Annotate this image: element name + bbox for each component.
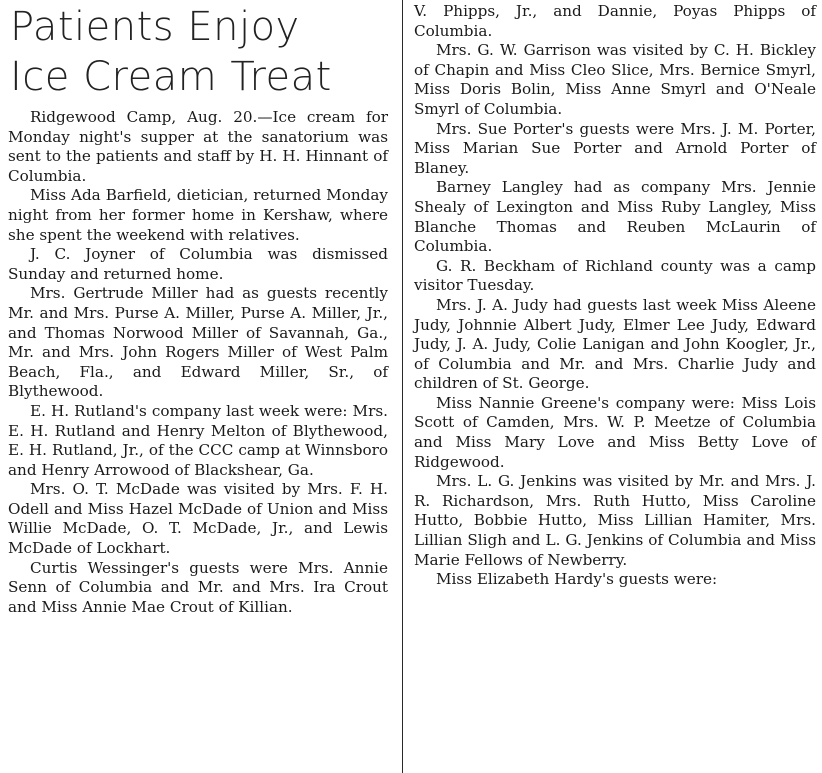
article-paragraph: Mrs. J. A. Judy had guests last week Miss Aleene Judy, Johnnie Albert Judy, Elmer Lee Judy, Edward Judy, J. A. Judy, Colie Lanigan and John Koogler, Jr., of Columbia and Mr. and Mrs. Charlie Judy and children of St. George. xyxy=(414,295,816,393)
article-paragraph: Miss Ada Barfield, dietician, returned Monday night from her former home in Kershaw, where she spent the weekend with relatives. xyxy=(8,186,388,244)
article-paragraph: Mrs. O. T. McDade was visited by Mrs. F. H. Odell and Miss Hazel McDade of Union and Miss Willie McDade, O. T. McDade, Jr., and Lewis McDade of Lockhart. xyxy=(8,480,388,558)
article-paragraph: V. Phipps, Jr., and Dannie, Poyas Phipps of Columbia. xyxy=(414,2,816,40)
column-divider xyxy=(402,0,403,773)
article-paragraph: G. R. Beckham of Richland county was a camp visitor Tuesday. xyxy=(414,256,816,295)
article-paragraph: Mrs. Gertrude Miller had as guests recently Mr. and Mrs. Purse A. Miller, Purse A. Miller, Jr., and Thomas Norwood Miller of Savannah, Ga., Mr. and Mrs. John Rogers Miller of West Palm Beach, Fla., and Edward Miller, Sr., of Blythewood. xyxy=(8,284,388,401)
article-paragraph: J. C. Joyner of Columbia was dismissed Sunday and returned home. xyxy=(8,245,388,283)
article-paragraph: Mrs. G. W. Garrison was visited by C. H. Bickley of Chapin and Miss Cleo Slice, Mrs. Bernice Smyrl, Miss Doris Bolin, Miss Anne Smyrl and O'Neale Smyrl of Columbia. xyxy=(414,41,816,118)
article-paragraph: Miss Elizabeth Hardy's guests were: xyxy=(436,570,718,589)
article-paragraph: Mrs. L. G. Jenkins was visited by Mr. and Mrs. J. R. Richardson, Mrs. Ruth Hutto, Miss Caroline Hutto, Bobbie Hutto, Miss Lillian Hamiter, Mrs. Lillian Sligh and L. G. Jenkins of Columbia and Miss Marie Fellows of Newberry. xyxy=(414,472,816,569)
article-paragraph: Barney Langley had as company Mrs. Jennie Shealy of Lexington and Miss Ruby Langley, Miss Blanche Thomas and Reuben McLaurin of Columbia. xyxy=(414,178,816,256)
article-paragraph: Mrs. Sue Porter's guests were Mrs. J. M. Porter, Miss Marian Sue Porter and Arnold Porter of Blaney. xyxy=(414,119,816,177)
headline-line-1: Patients Enjoy xyxy=(10,4,300,50)
headline xyxy=(10,2,394,102)
article-paragraph: Miss Nannie Greene's company were: Miss Lois Scott of Camden, Mrs. W. P. Meetze of Columbia and Miss Mary Love and Miss Betty Love of Ridgewood. xyxy=(414,393,816,471)
article-paragraph: Curtis Wessinger's guests were Mrs. Annie Senn of Columbia and Mr. and Mrs. Ira Crout and Miss Annie Mae Crout of Killian. xyxy=(8,558,388,616)
article-paragraph: Ridgewood Camp, Aug. 20.—Ice cream for Monday night's supper at the sanatorium was sent to the patients and staff by H. H. Hinnant of Columbia. xyxy=(8,108,388,185)
left-column xyxy=(0,0,394,773)
article-paragraph: E. H. Rutland's company last week were: Mrs. E. H. Rutland and Henry Melton of Blythewood, E. H. Rutland, Jr., of the CCC camp at Winnsboro and Henry Arrowood of Blackshear, Ga. xyxy=(8,401,388,479)
headline-line-2: Ice Cream Treat xyxy=(10,54,332,100)
right-column xyxy=(410,0,822,773)
